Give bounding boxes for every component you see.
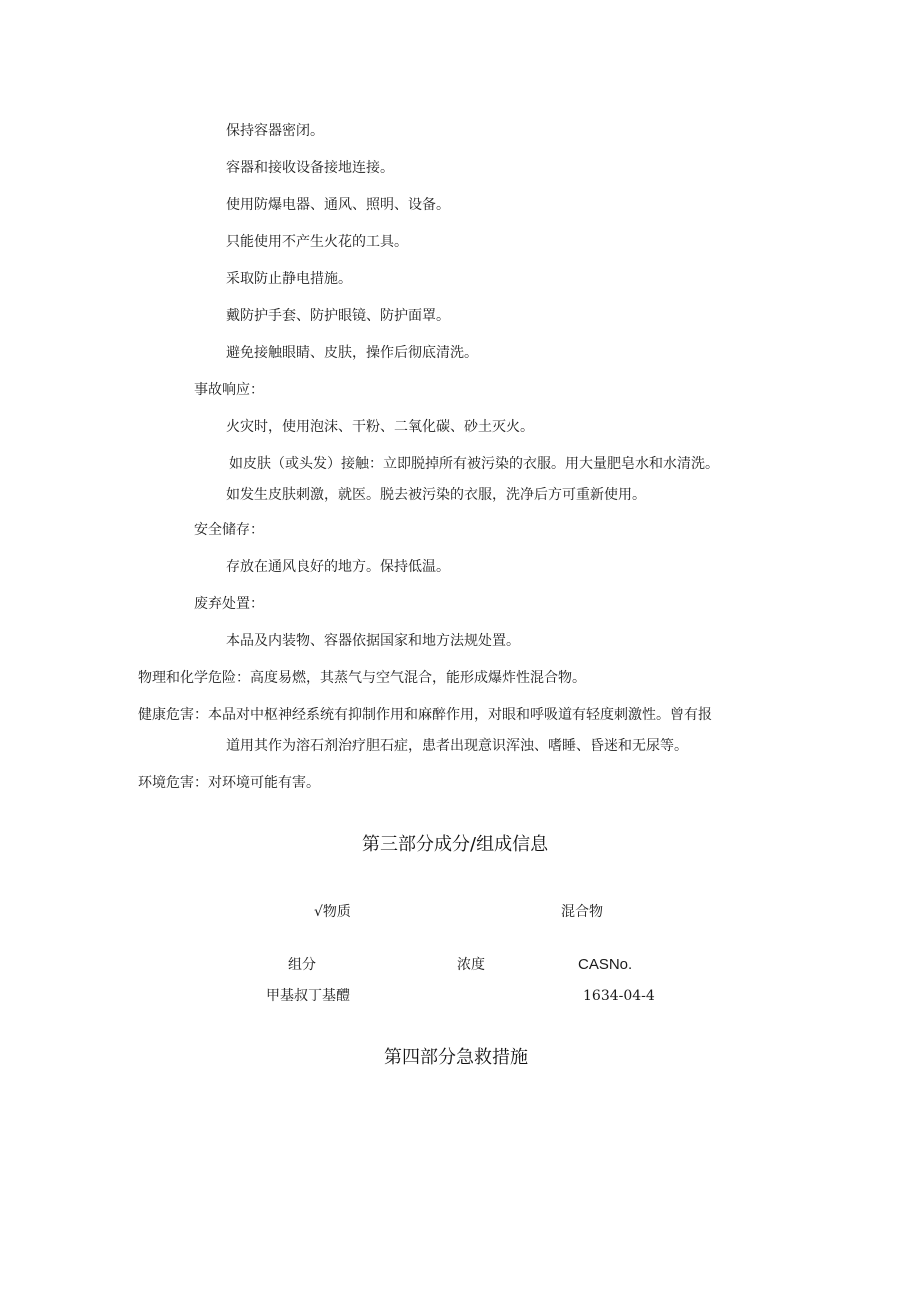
column-header-concentration: 浓度	[457, 957, 485, 973]
storage-label: 安全储存：	[194, 522, 264, 538]
response-line: 如皮肤（或头发）接触：立即脱掉所有被污染的衣服。用大量肥皂水和水清洗。	[229, 456, 719, 472]
precaution-line: 采取防止静电措施。	[226, 271, 352, 287]
health-hazard-continued: 道用其作为溶石剂治疗胆石症，患者出现意识浑浊、嗜睡、昏迷和无尿等。	[226, 738, 688, 754]
response-label: 事故响应：	[194, 382, 264, 398]
precaution-line: 戴防护手套、防护眼镜、防护面罩。	[226, 308, 450, 324]
disposal-label: 废弃处置：	[194, 596, 264, 612]
physical-hazard: 物理和化学危险：高度易燃，其蒸气与空气混合，能形成爆炸性混合物。	[138, 670, 586, 686]
section3-title: 第三部分成分/组成信息	[362, 834, 549, 855]
disposal-line: 本品及内装物、容器依据国家和地方法规处置。	[226, 633, 520, 649]
health-hazard: 健康危害：本品对中枢神经系统有抑制作用和麻醉作用，对眼和呼吸道有轻度刺激性。曾有报	[138, 707, 712, 723]
component-cas-number: 1634-04-4	[583, 988, 655, 1004]
mixture-option: 混合物	[561, 904, 603, 920]
response-line: 火灾时，使用泡沫、干粉、二氧化碳、砂土灭火。	[226, 419, 534, 435]
substance-option: √物质	[314, 904, 351, 920]
storage-line: 存放在通风良好的地方。保持低温。	[226, 559, 450, 575]
response-line: 如发生皮肤刺激，就医。脱去被污染的衣服，洗净后方可重新使用。	[226, 487, 646, 503]
precaution-line: 只能使用不产生火花的工具。	[226, 234, 408, 250]
component-name: 甲基叔丁基醴	[266, 988, 350, 1004]
precaution-line: 使用防爆电器、通风、照明、设备。	[226, 197, 450, 213]
precaution-line: 保持容器密闭。	[226, 123, 324, 139]
environment-hazard: 环境危害：对环境可能有害。	[138, 775, 320, 791]
precaution-line: 避免接触眼睛、皮肤，操作后彻底清洗。	[226, 345, 478, 361]
column-header-cas: CASNo.	[578, 956, 633, 973]
section4-title: 第四部分急救措施	[384, 1047, 528, 1068]
column-header-component: 组分	[288, 957, 316, 973]
precaution-line: 容器和接收设备接地连接。	[226, 160, 394, 176]
